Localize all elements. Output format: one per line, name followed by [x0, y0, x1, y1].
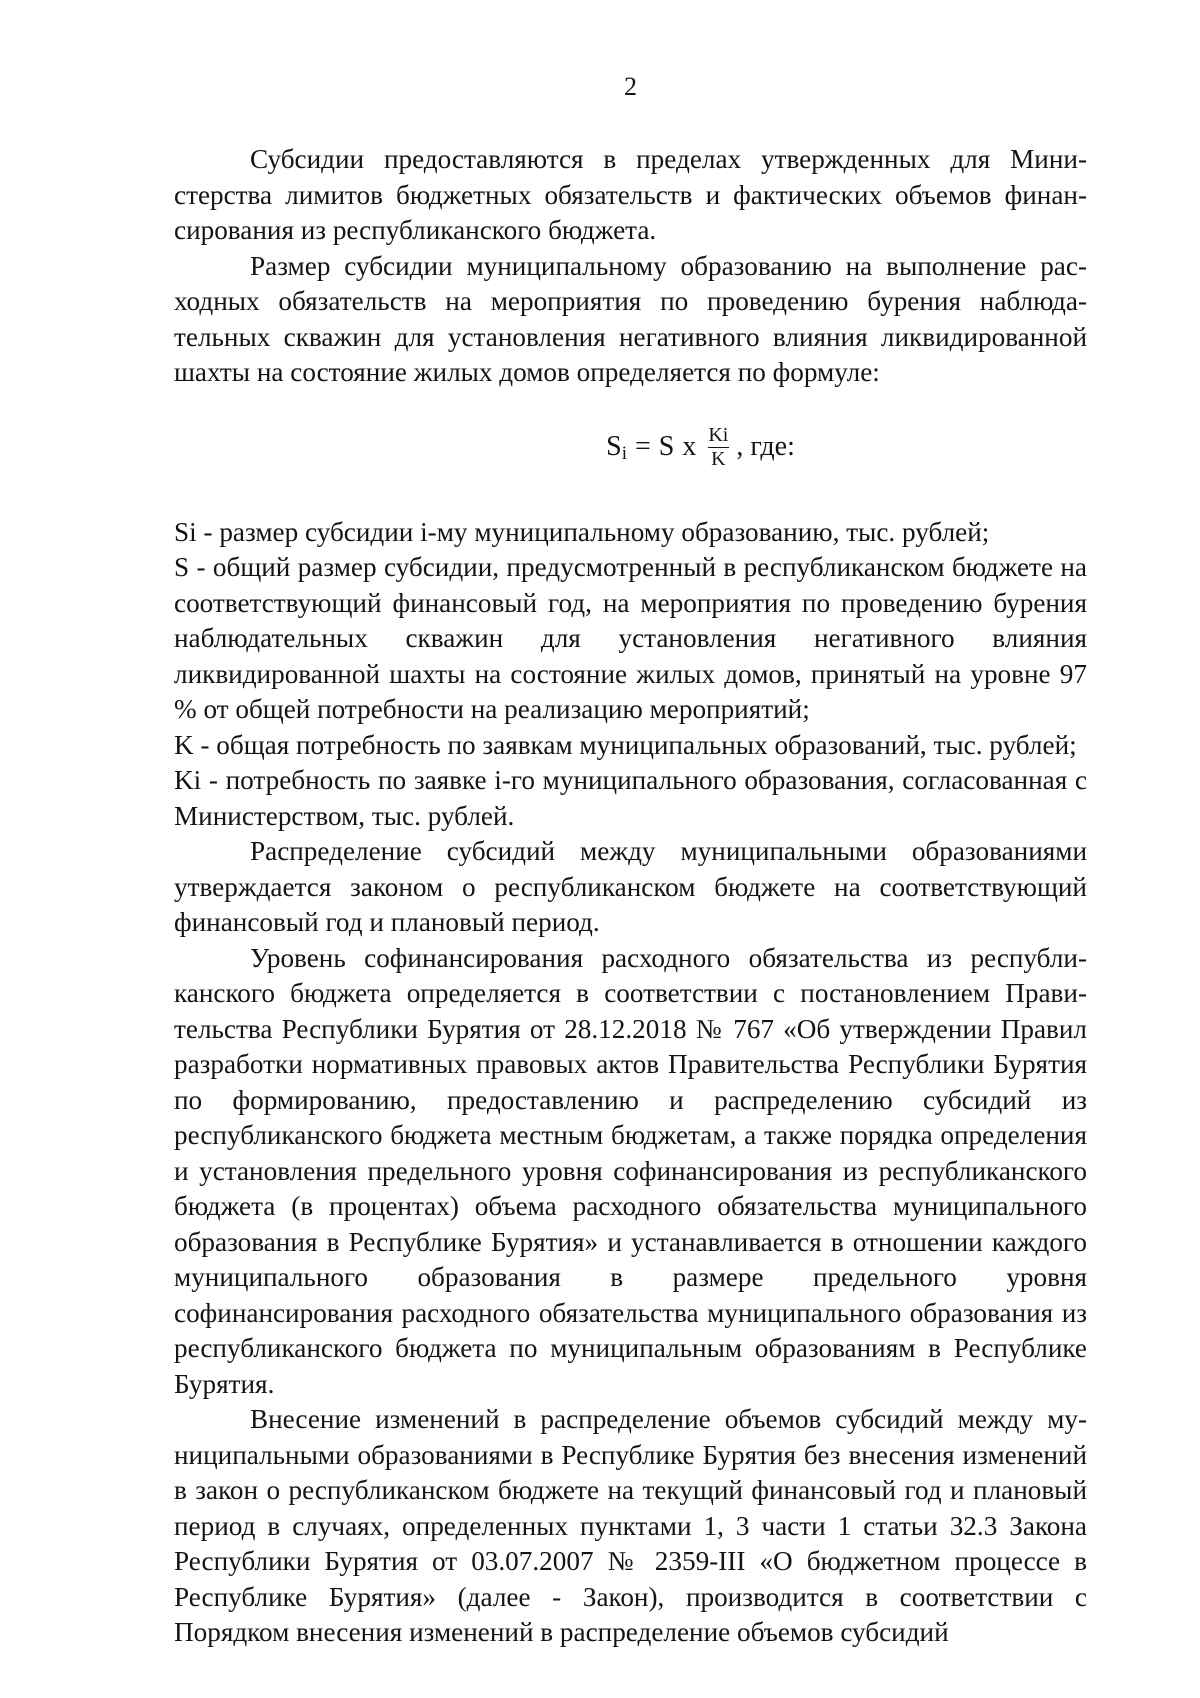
formula-numerator: Ki [708, 423, 729, 446]
formula-equals: = [634, 430, 651, 462]
definition-si: Si - размер субсидии i-му муниципальному образованию, тыс. рублей; [174, 516, 990, 547]
formula-total-subsidy: S [658, 430, 675, 462]
formula-multiply: x [682, 430, 697, 462]
formula-denominator: K [708, 447, 728, 470]
document-page [174, 0, 1087, 1698]
paragraph-cofinancing-level: Уровень софинансирования расходного обязательства из республиканского бюджета определяется в соответствии с постановлением Правительства Республики Бурятия от 28.12.2018 № 767 «Об утверждении Правил разработки нормативных правовых актов Правительства Республики Бурятия по формированию, предоставлению и распределению субсидий из республиканского бюджета местным бюджетам, а также порядка определения и установления предельного уровня софинансирования из республиканского бюджета (в процентах) объема расходного обязательства муниципального образования в Республике Бурятия» и устанавливается в отношении каждого муниципального образования в размере предельного уровня софинансирования расходного обязательства муниципального образования из республиканского бюджета по муниципальным образованиям в Республике Бурятия. [174, 942, 1087, 1399]
subsidy-formula [606, 424, 795, 470]
paragraph-subsidy-limits: Субсидии предоставляются в пределах утвержденных для Министерства лимитов бюджетных обязательств и фактических объемов финансирования из республиканского бюджета. [174, 144, 1087, 245]
paragraph-amendments: Внесение изменений в распределение объемов субсидий между муниципальными образованиями в Республике Бурятия без внесения изменений в закон о республиканском бюджете на текущий финансовый год и плановый период в случаях, определенных пунктами 1, 3 части 1 статьи 32.3 Закона Республики Бурятия от 03.07.2007 № 2359-III «О бюджетном процессе в Республике Бурятия» (далее - Закон), производится в соответствии с Порядком внесения изменений в распределение объемов субсидий [174, 1404, 1087, 1647]
paragraph-distribution: Распределение субсидий между муниципальными образованиями утверждается законом о республиканском бюджете на соответствующий финансовый год и плановый период. [174, 836, 1087, 937]
formula-fraction [706, 424, 730, 470]
definition-ki: Ki - потребность по заявке i-го муниципального образования, согласованная с Министерством, тыс. рублей. [174, 765, 1087, 831]
document-body [174, 142, 1087, 1651]
formula-suffix: , где: [736, 430, 795, 462]
formula-block [174, 413, 1087, 481]
definition-s: S - общий размер субсидии, предусмотренный в республиканском бюджете на соответствующий финансовый год, на мероприятия по проведению бурения наблюдательных скважин для установления негативного влияния ликвидированной шахты на состояние жилых домов, принятый на уровне 97 % от общей потребности на реализацию мероприятий; [174, 552, 1087, 724]
formula-lhs-subscript: i [621, 442, 627, 464]
formula-lhs: S [606, 430, 622, 462]
page-number: 2 [624, 72, 637, 101]
paragraph-subsidy-size: Размер субсидии муниципальному образованию на выполнение расходных обязательств на мероприятия по проведению бурения наблюдательных скважин для установления негативного влияния ликвидированной шахты на состояние жилых домов определяется по формуле: [174, 250, 1087, 387]
definition-k: K - общая потребность по заявкам муниципальных образований, тыс. рублей; [174, 729, 1077, 760]
